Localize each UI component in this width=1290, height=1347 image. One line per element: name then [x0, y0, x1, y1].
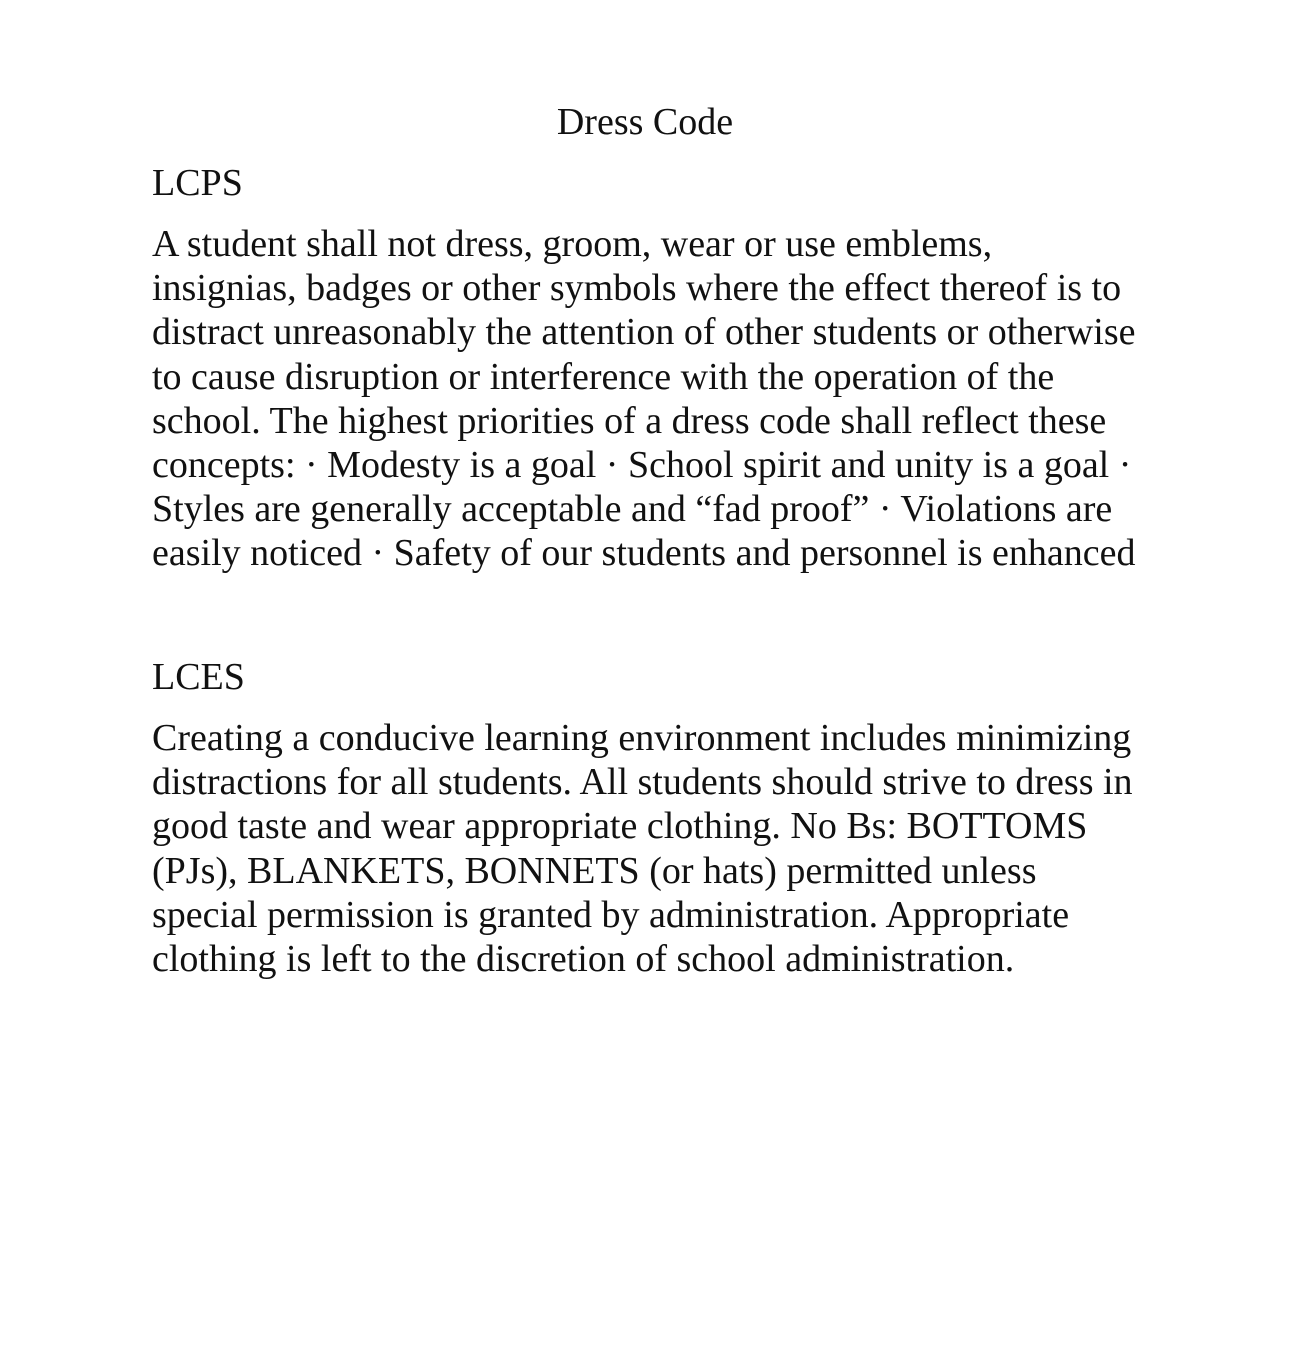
- document-title: Dress Code: [556, 101, 734, 143]
- section-heading-lcps: LCPS: [152, 162, 243, 204]
- section-body-lces: Creating a conducive learning environment includes minimizing distractions for all students. All students should strive to dress in good taste and wear appropriate clothing. No Bs: BOTTOMS (PJs), BLANKETS, BONNETS (or hats) permitted unless special permission is granted by administration. Appropriate clothing is left to the discretion of school administration.: [152, 717, 1133, 981]
- section-heading-lces: LCES: [152, 656, 245, 698]
- section-body-lcps: A student shall not dress, groom, wear or use emblems, insignias, badges or other symbols where the effect thereof is to distract unreasonably the attention of other students or otherwise to cause disruption or interference with the operation of the school. The highest priorities of a dress code shall reflect these concepts: · Modesty is a goal · School spirit and unity is a goal · Styles are generally acceptable and “fad proof” · Violations are easily noticed · Safety of our students and personnel is enhanced: [152, 223, 1136, 575]
